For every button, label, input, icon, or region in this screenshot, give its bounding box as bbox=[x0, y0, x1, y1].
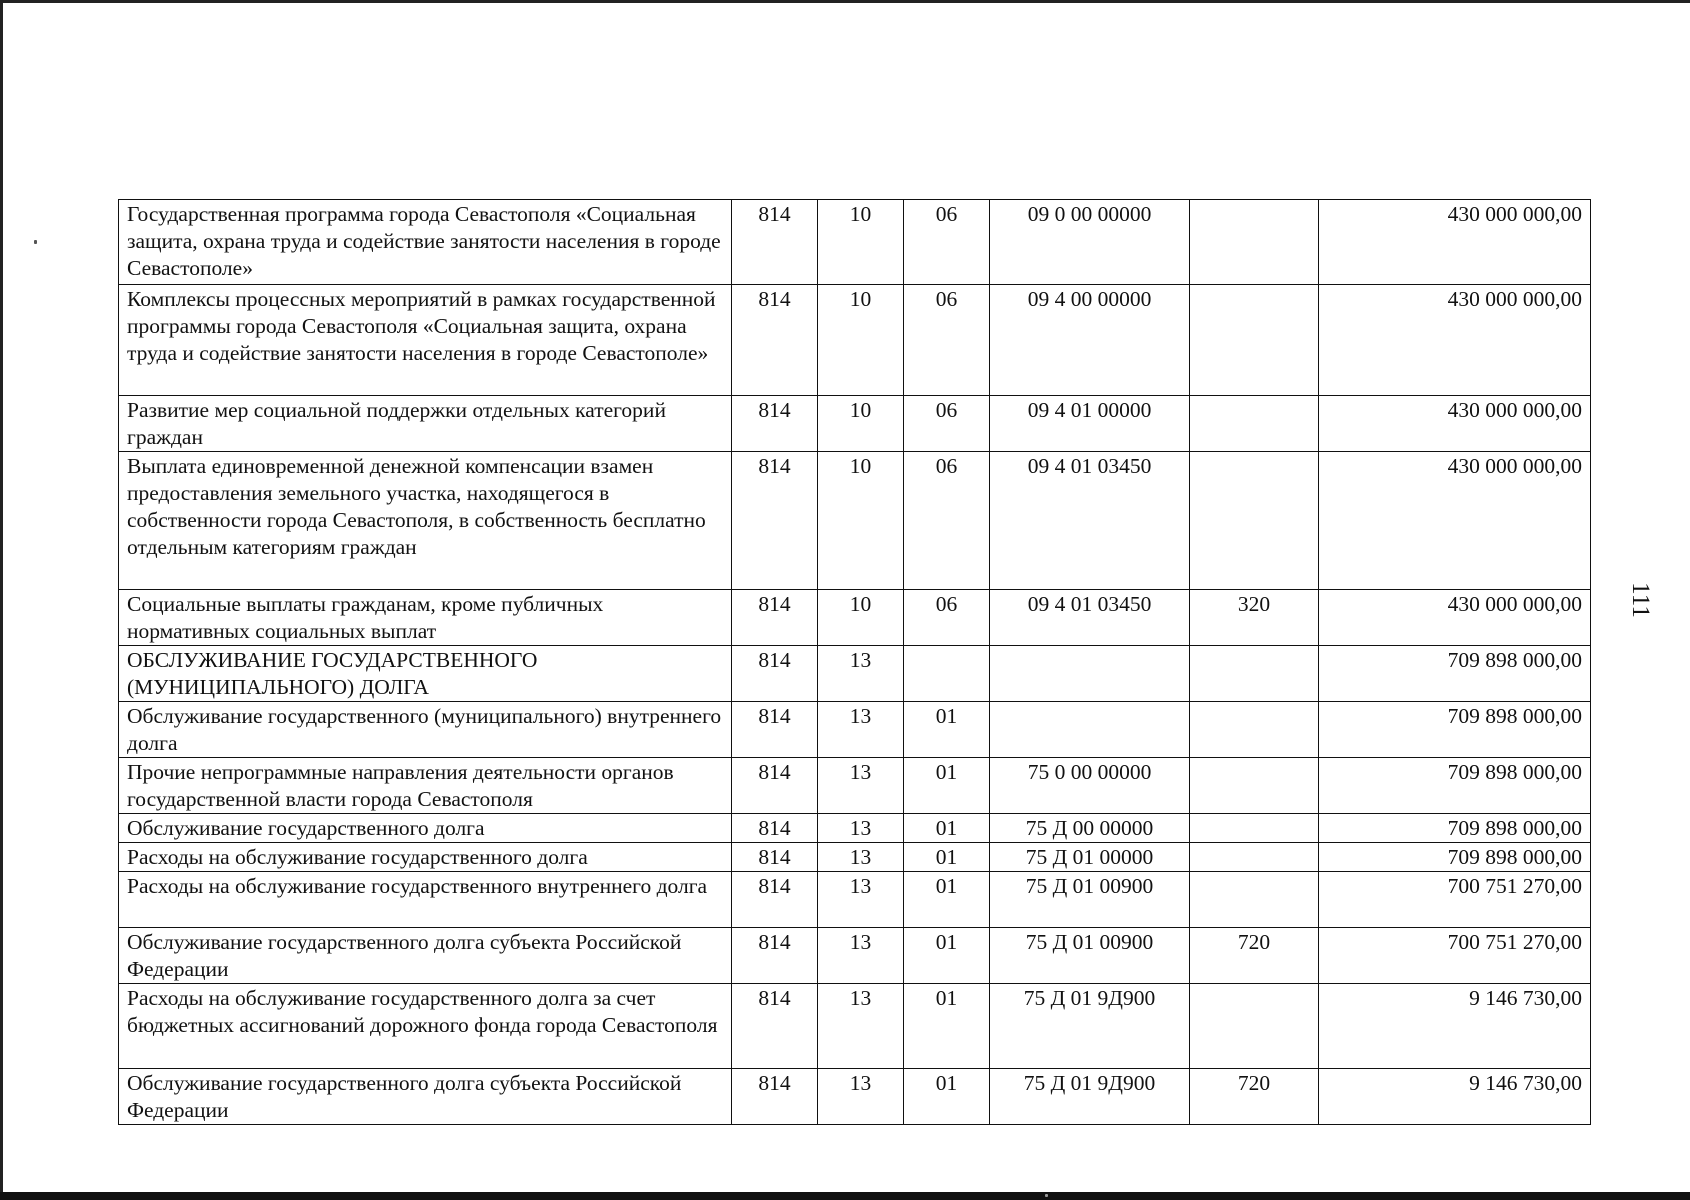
row-name: Обслуживание государственного долга субъекта Российской Федерации bbox=[119, 928, 732, 984]
row-subsection: 06 bbox=[904, 452, 990, 590]
row-grbs: 814 bbox=[732, 646, 818, 702]
row-grbs: 814 bbox=[732, 872, 818, 928]
row-subsection bbox=[904, 646, 990, 702]
scan-edge-bottom bbox=[0, 1192, 1690, 1200]
row-amount: 430 000 000,00 bbox=[1319, 396, 1591, 452]
row-section: 13 bbox=[818, 646, 904, 702]
table-row bbox=[119, 452, 1591, 590]
row-grbs: 814 bbox=[732, 1069, 818, 1125]
row-grbs: 814 bbox=[732, 396, 818, 452]
row-target-article: 75 Д 01 00900 bbox=[990, 928, 1190, 984]
row-grbs: 814 bbox=[732, 200, 818, 285]
row-section: 13 bbox=[818, 843, 904, 872]
table-row bbox=[119, 928, 1591, 984]
row-amount: 709 898 000,00 bbox=[1319, 646, 1591, 702]
row-grbs: 814 bbox=[732, 285, 818, 396]
row-target-article: 09 4 01 03450 bbox=[990, 590, 1190, 646]
row-name: Расходы на обслуживание государственного долга bbox=[119, 843, 732, 872]
row-name: Прочие непрограммные направления деятельности органов государственной власти города Севастополя bbox=[119, 758, 732, 814]
scan-speck bbox=[34, 240, 37, 244]
row-section: 13 bbox=[818, 1069, 904, 1125]
row-expense-type bbox=[1190, 843, 1319, 872]
row-amount: 9 146 730,00 bbox=[1319, 1069, 1591, 1125]
row-grbs: 814 bbox=[732, 984, 818, 1069]
table-row bbox=[119, 843, 1591, 872]
row-amount: 709 898 000,00 bbox=[1319, 843, 1591, 872]
row-subsection: 06 bbox=[904, 590, 990, 646]
row-section: 13 bbox=[818, 758, 904, 814]
row-section: 13 bbox=[818, 814, 904, 843]
table-row bbox=[119, 396, 1591, 452]
row-target-article: 75 Д 01 9Д900 bbox=[990, 984, 1190, 1069]
row-section: 13 bbox=[818, 984, 904, 1069]
row-target-article: 75 Д 01 00000 bbox=[990, 843, 1190, 872]
row-subsection: 06 bbox=[904, 200, 990, 285]
row-name: Социальные выплаты гражданам, кроме публичных нормативных социальных выплат bbox=[119, 590, 732, 646]
row-name: Обслуживание государственного (муниципального) внутреннего долга bbox=[119, 702, 732, 758]
scan-speck bbox=[1045, 1194, 1048, 1197]
row-expense-type bbox=[1190, 758, 1319, 814]
row-grbs: 814 bbox=[732, 814, 818, 843]
table-row bbox=[119, 984, 1591, 1069]
row-expense-type bbox=[1190, 646, 1319, 702]
row-name: Расходы на обслуживание государственного внутреннего долга bbox=[119, 872, 732, 928]
row-name: Обслуживание государственного долга bbox=[119, 814, 732, 843]
row-expense-type: 720 bbox=[1190, 1069, 1319, 1125]
row-target-article: 09 4 00 00000 bbox=[990, 285, 1190, 396]
row-expense-type: 320 bbox=[1190, 590, 1319, 646]
row-expense-type bbox=[1190, 200, 1319, 285]
row-target-article: 09 4 01 03450 bbox=[990, 452, 1190, 590]
row-section: 13 bbox=[818, 702, 904, 758]
row-amount: 430 000 000,00 bbox=[1319, 452, 1591, 590]
row-amount: 9 146 730,00 bbox=[1319, 984, 1591, 1069]
row-section: 10 bbox=[818, 200, 904, 285]
row-expense-type bbox=[1190, 872, 1319, 928]
row-amount: 709 898 000,00 bbox=[1319, 814, 1591, 843]
row-target-article: 75 0 00 00000 bbox=[990, 758, 1190, 814]
row-target-article: 75 Д 01 00900 bbox=[990, 872, 1190, 928]
row-target-article: 75 Д 00 00000 bbox=[990, 814, 1190, 843]
row-amount: 430 000 000,00 bbox=[1319, 590, 1591, 646]
row-name: Комплексы процессных мероприятий в рамках государственной программы города Севастополя «Социальная защита, охрана труда и содействие занятости населения в городе Севастополе» bbox=[119, 285, 732, 396]
row-subsection: 01 bbox=[904, 984, 990, 1069]
row-amount: 700 751 270,00 bbox=[1319, 928, 1591, 984]
row-section: 10 bbox=[818, 452, 904, 590]
budget-table bbox=[118, 199, 1591, 1125]
table-row bbox=[119, 200, 1591, 285]
row-grbs: 814 bbox=[732, 452, 818, 590]
row-expense-type bbox=[1190, 452, 1319, 590]
table-row bbox=[119, 590, 1591, 646]
row-target-article: 09 0 00 00000 bbox=[990, 200, 1190, 285]
row-name: Государственная программа города Севастополя «Социальная защита, охрана труда и содействие занятости населения в городе Севастополе» bbox=[119, 200, 732, 285]
row-grbs: 814 bbox=[732, 702, 818, 758]
row-subsection: 01 bbox=[904, 1069, 990, 1125]
row-expense-type bbox=[1190, 396, 1319, 452]
row-amount: 700 751 270,00 bbox=[1319, 872, 1591, 928]
row-section: 10 bbox=[818, 396, 904, 452]
row-subsection: 06 bbox=[904, 285, 990, 396]
row-name: Обслуживание государственного долга субъекта Российской Федерации bbox=[119, 1069, 732, 1125]
row-subsection: 01 bbox=[904, 814, 990, 843]
row-grbs: 814 bbox=[732, 590, 818, 646]
table-row bbox=[119, 646, 1591, 702]
row-section: 10 bbox=[818, 590, 904, 646]
row-expense-type: 720 bbox=[1190, 928, 1319, 984]
scan-edge-top bbox=[0, 0, 1690, 3]
row-subsection: 06 bbox=[904, 396, 990, 452]
row-target-article bbox=[990, 646, 1190, 702]
row-section: 13 bbox=[818, 872, 904, 928]
table-row bbox=[119, 1069, 1591, 1125]
row-amount: 709 898 000,00 bbox=[1319, 702, 1591, 758]
row-name: Развитие мер социальной поддержки отдельных категорий граждан bbox=[119, 396, 732, 452]
row-amount: 709 898 000,00 bbox=[1319, 758, 1591, 814]
row-section: 10 bbox=[818, 285, 904, 396]
page-number: 111 bbox=[1627, 582, 1654, 618]
row-expense-type bbox=[1190, 984, 1319, 1069]
row-subsection: 01 bbox=[904, 758, 990, 814]
row-subsection: 01 bbox=[904, 872, 990, 928]
row-target-article: 75 Д 01 9Д900 bbox=[990, 1069, 1190, 1125]
table-row bbox=[119, 872, 1591, 928]
row-amount: 430 000 000,00 bbox=[1319, 285, 1591, 396]
table-row bbox=[119, 702, 1591, 758]
row-subsection: 01 bbox=[904, 843, 990, 872]
row-grbs: 814 bbox=[732, 928, 818, 984]
budget-table-body bbox=[119, 200, 1591, 1125]
row-name: ОБСЛУЖИВАНИЕ ГОСУДАРСТВЕННОГО (МУНИЦИПАЛЬНОГО) ДОЛГА bbox=[119, 646, 732, 702]
row-grbs: 814 bbox=[732, 758, 818, 814]
row-expense-type bbox=[1190, 702, 1319, 758]
row-target-article: 09 4 01 00000 bbox=[990, 396, 1190, 452]
row-section: 13 bbox=[818, 928, 904, 984]
row-grbs: 814 bbox=[732, 843, 818, 872]
table-row bbox=[119, 758, 1591, 814]
row-expense-type bbox=[1190, 814, 1319, 843]
row-expense-type bbox=[1190, 285, 1319, 396]
row-amount: 430 000 000,00 bbox=[1319, 200, 1591, 285]
table-row bbox=[119, 814, 1591, 843]
row-subsection: 01 bbox=[904, 928, 990, 984]
table-row bbox=[119, 285, 1591, 396]
row-target-article bbox=[990, 702, 1190, 758]
scan-edge-left bbox=[0, 0, 3, 1200]
row-subsection: 01 bbox=[904, 702, 990, 758]
row-name: Расходы на обслуживание государственного долга за счет бюджетных ассигнований дорожного фонда города Севастополя bbox=[119, 984, 732, 1069]
row-name: Выплата единовременной денежной компенсации взамен предоставления земельного участка, находящегося в собственности города Севастополя, в собственность бесплатно отдельным категориям граждан bbox=[119, 452, 732, 590]
